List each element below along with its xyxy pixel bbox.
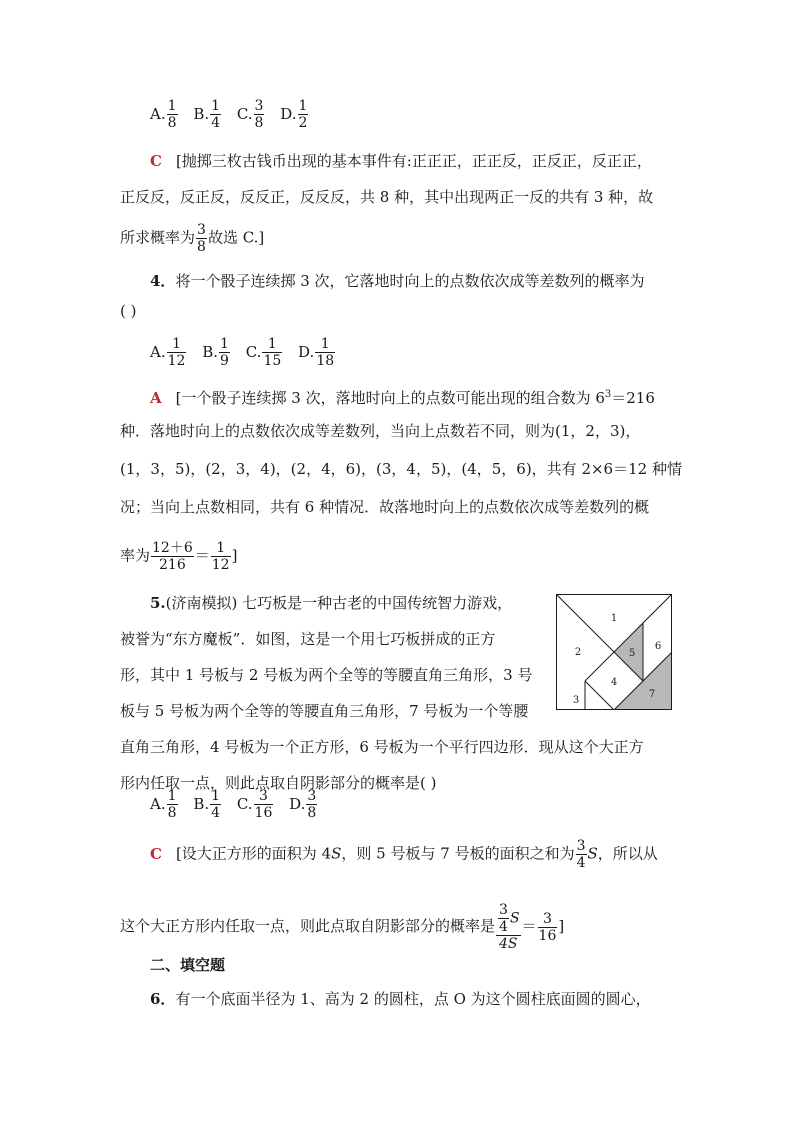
q6-number: 6．	[150, 990, 176, 1008]
q3-options	[150, 98, 319, 131]
q5-stem-line5: 直角三角形，4 号板为一个正方形，6 号板为一个平行四边形．现从这个大正方	[120, 738, 644, 756]
q4-option-b: B. $\frac{1}{9}$	[202, 336, 229, 369]
q3-option-a: A. $\frac{1}{8}$	[150, 98, 177, 131]
compound-fraction: $\frac{3}{4}$ S 4S	[496, 902, 521, 952]
q5-stem-line6: 形内任取一点，则此点取自阴影部分的概率是( )	[120, 774, 437, 792]
q5-explanation-line1: C [设大正方形的面积为 4S，则 5 号板与 7 号板的面积之和为 $\frac{3}{4}$ S，所以从	[150, 838, 658, 871]
q5-stem-line3: 形，其中 1 号板与 2 号板为两个全等的等腰直角三角形，3 号	[120, 666, 533, 684]
q5-option-b: B. $\frac{1}{4}$	[193, 788, 221, 821]
q3-explanation-line3: 所求概率为 $\frac{3}{8}$ 故选 C.]	[120, 222, 265, 255]
q5-option-a: A. $\frac{1}{8}$	[150, 788, 177, 821]
q6-stem-line1: 6．有一个底面半径为 1、高为 2 的圆柱，点 O 为这个圆柱底面圆的圆心，	[150, 990, 651, 1008]
q5-number: 5.	[150, 594, 166, 612]
q4-option-c: C. $\frac{1}{15}$	[245, 336, 282, 369]
tangram-label-5: 5	[628, 648, 636, 659]
q4-options	[150, 336, 346, 369]
q4-answer: A	[150, 389, 162, 407]
q4-explanation-line3: (1，3，5)，(2，3，4)，(2，4，6)，(3，4，5)，(4，5，6)，共有 2×6＝12 种情	[120, 460, 682, 478]
q5-option-c: C. $\frac{3}{16}$	[236, 788, 273, 821]
q4-explanation-line2: 种．落地时向上的点数依次成等差数列，当向上点数若不同，则为(1，2，3)，	[120, 422, 641, 440]
q5-option-d: D. $\frac{3}{8}$	[289, 788, 317, 821]
q3-option-c: C. $\frac{3}{8}$	[236, 98, 264, 131]
q3-answer: C	[150, 152, 162, 170]
section-title: 二、填空题	[150, 956, 226, 974]
q5-explanation-line2: 这个大正方形内任取一点，则此点取自阴影部分的概率是 $\frac{3}{4}$ S 4S ＝ $\frac{3}{16}$ ]	[120, 902, 565, 952]
q4-explanation-line5: 率为 $\frac{12+6}{216}$ ＝ $\frac{1}{12}$ ]	[120, 540, 238, 573]
tangram-label-7: 7	[648, 689, 656, 700]
q4-number: 4．	[150, 272, 176, 290]
q4-stem-line2: ( )	[120, 302, 137, 320]
q3-option-b: B. $\frac{1}{4}$	[193, 98, 221, 131]
tangram-label-4: 4	[610, 677, 618, 688]
q5-stem-line4: 板与 5 号板为两个全等的等腰直角三角形，7 号板为一个等腰	[120, 702, 529, 720]
q5-stem-line1: 5.(济南模拟) 七巧板是一种古老的中国传统智力游戏，	[150, 594, 513, 612]
q4-option-a: A. $\frac{1}{12}$	[150, 336, 186, 369]
tangram-figure	[556, 594, 672, 710]
q3-explanation-line2: 正反反，反正反，反反正，反反反，共 8 种，其中出现两正一反的共有 3 种，故	[120, 188, 654, 206]
q4-stem-line1: 4．将一个骰子连续掷 3 次，它落地时向上的点数依次成等差数列的概率为	[150, 272, 645, 290]
q4-explanation-line4: 况；当向上点数相同，共有 6 种情况．故落地时向上的点数依次成等差数列的概	[120, 498, 650, 516]
q5-options	[150, 788, 328, 821]
q4-explanation-line1: A [一个骰子连续掷 3 次，落地时向上的点数可能出现的组合数为 $6^3=216$	[150, 389, 655, 407]
q4-option-d: D. $\frac{1}{18}$	[298, 336, 335, 369]
tangram-label-2: 2	[574, 647, 582, 658]
q5-source: (济南模拟)	[165, 594, 238, 612]
q5-answer: C	[150, 844, 162, 863]
tangram-label-6: 6	[654, 641, 662, 652]
tangram-label-1: 1	[610, 613, 618, 624]
tangram-label-3: 3	[572, 695, 580, 706]
q3-option-d: D. $\frac{1}{2}$	[280, 98, 308, 131]
q5-stem-line2: 被誉为“东方魔板”．如图，这是一个用七巧板拼成的正方	[120, 630, 496, 648]
q3-explanation-line1: C [抛掷三枚古钱币出现的基本事件有:正正正，正正反，正反正，反正正，	[150, 152, 652, 170]
